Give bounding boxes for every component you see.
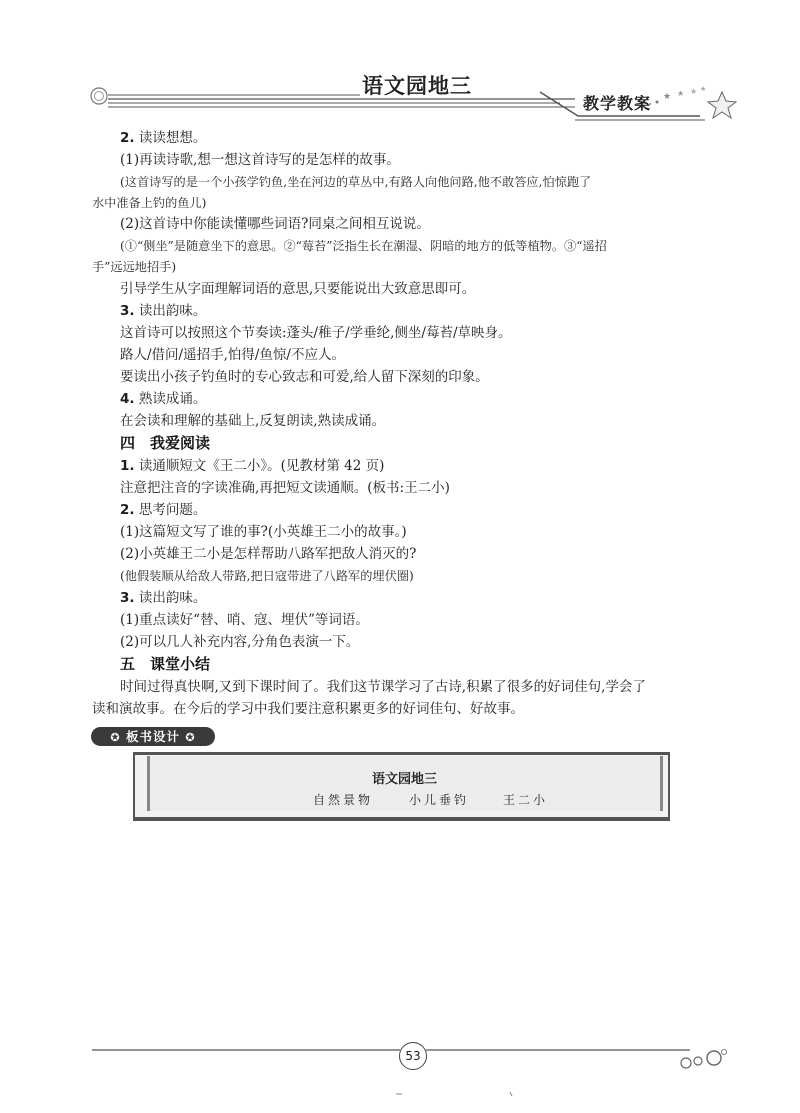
page-header — [0, 0, 800, 125]
reading-step-3: 3. 读出韵味。 — [120, 590, 207, 606]
reading-question-1: (1)这篇短文写了谁的事?(小英雄王二小的故事。) — [120, 524, 407, 540]
svg-text:★: ★ — [663, 92, 672, 102]
summary-line-1: 时间过得真快啊,又到下课时间了。我们这节课学习了古诗,积累了很多的好词佳句,学会了 — [120, 679, 646, 695]
header-decoration — [0, 0, 800, 125]
blackboard-title: 语文园地三 — [371, 772, 437, 787]
reading-note: 注意把注音的字读准确,再把短文读通顺。(板书:王二小) — [120, 480, 450, 496]
reading-tip-2: (2)可以几人补充内容,分角色表演一下。 — [120, 634, 360, 650]
step-3-heading: 3. 读出韵味。 — [120, 303, 207, 319]
board-design-label-text: 板书设计 — [125, 729, 180, 744]
summary-line-2: 读和演故事。在今后的学习中我们要注意积累更多的好词佳句、好故事。 — [92, 701, 524, 717]
star-icon: ✪ — [185, 731, 196, 744]
header-right-label: 教学教案 — [583, 94, 652, 113]
answer-2: (①“侧坐”是随意坐下的意思。②“莓苔”泛指生长在潮湿、阴暗的地方的低等植物。③“遥招 — [120, 239, 607, 253]
svg-text:★: ★ — [700, 85, 707, 93]
answer-1-cont: 水中准备上钓的鱼儿) — [92, 196, 207, 210]
recite-text: 在会读和理解的基础上,反复朗读,熟读成诵。 — [120, 413, 386, 429]
svg-text:★: ★ — [690, 87, 698, 96]
star-icon: ✪ — [110, 731, 121, 744]
reading-answer-2: (他假装顺从给敌人带路,把日寇带进了八路军的埋伏圈) — [120, 569, 414, 583]
footer-decoration — [0, 1030, 800, 1113]
reading-step-1: 1. 读通顺短文《王二小》。(见教材第 42 页) — [120, 458, 385, 474]
section-4-heading: 四 我爱阅读 — [120, 434, 211, 452]
question-2: (2)这首诗中你能读懂哪些词语?同桌之间相互说说。 — [120, 216, 430, 232]
reading-step-2: 2. 思考问题。 — [120, 502, 207, 518]
rhythm-line-2: 路人/借问/遥招手,怕得/鱼惊/不应人。 — [120, 347, 345, 363]
svg-text:★: ★ — [677, 89, 685, 98]
question-1: (1)再读诗歌,想一想这首诗写的是怎样的故事。 — [120, 152, 400, 168]
answer-1: (这首诗写的是一个小孩学钓鱼,坐在河边的草丛中,有路人向他问路,他不敢答应,怕惊跑了 — [120, 175, 592, 189]
blackboard-item: 小儿垂钓 — [409, 793, 470, 807]
reading-tip-1: (1)重点读好“替、哨、寇、埋伏”等词语。 — [120, 612, 369, 628]
step-4-heading: 4. 熟读成诵。 — [120, 391, 207, 407]
rhythm-note: 要读出小孩子钓鱼时的专心致志和可爱,给人留下深刻的印象。 — [120, 369, 489, 385]
answer-2-cont: 手”远远地招手) — [92, 260, 177, 274]
page-number: 53 — [399, 1042, 427, 1070]
blackboard-item: 自然景物 — [313, 793, 374, 807]
header-title: 语文园地三 — [362, 74, 472, 98]
guidance-text: 引导学生从字面理解词语的意思,只要能说出大致意思即可。 — [120, 281, 476, 297]
blackboard-box — [133, 752, 676, 818]
blackboard-item: 王二小 — [503, 793, 549, 807]
rhythm-line-1: 这首诗可以按照这个节奏读:蓬头/稚子/学垂纶,侧坐/莓苔/草映身。 — [120, 325, 512, 341]
step-2-heading: 2. 读读想想。 — [120, 130, 207, 146]
page-footer — [0, 1030, 800, 1113]
section-5-heading: 五 课堂小结 — [120, 655, 211, 673]
reading-question-2: (2)小英雄王二小是怎样帮助八路军把敌人消灭的? — [120, 546, 417, 562]
board-design-label — [91, 727, 215, 746]
